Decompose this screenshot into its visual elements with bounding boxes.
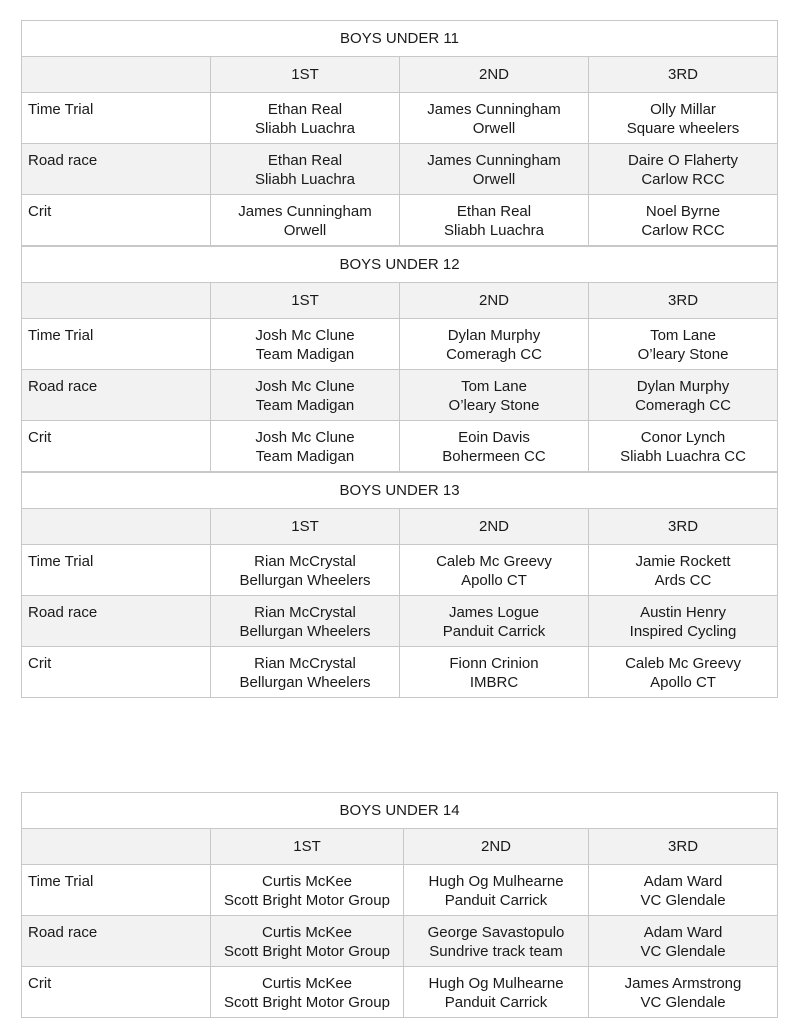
event-name: Time Trial <box>22 545 211 596</box>
header-event-blank <box>22 283 211 319</box>
third-place-cell <box>589 647 778 698</box>
event-name: Road race <box>22 144 211 195</box>
rider-team: VC Glendale <box>640 892 726 909</box>
rider-team: Team Madigan <box>255 397 355 414</box>
first-place-cell <box>211 596 400 647</box>
rider-name: Hugh Og Mulhearne <box>428 975 564 992</box>
header-second-place: 2ND <box>400 509 589 545</box>
table-title-row <box>22 247 778 283</box>
event-name: Time Trial <box>22 319 211 370</box>
second-place-cell <box>404 865 589 916</box>
first-place-cell <box>211 195 400 246</box>
first-place-cell <box>211 421 400 472</box>
header-event-blank <box>22 509 211 545</box>
header-second-place: 2ND <box>400 283 589 319</box>
rider-team: Ards CC <box>654 572 712 589</box>
rider-team: Carlow RCC <box>641 222 725 239</box>
rider-name: James Cunningham <box>427 152 561 169</box>
first-place-cell <box>211 916 404 967</box>
rider-team: Carlow RCC <box>641 171 725 188</box>
rider-team: Orwell <box>472 171 516 188</box>
rider-team: VC Glendale <box>640 994 726 1011</box>
results-table-u12 <box>21 246 778 472</box>
rider-name: Austin Henry <box>640 604 726 621</box>
second-place-cell <box>400 319 589 370</box>
second-place-cell <box>400 93 589 144</box>
rider-team: O’leary Stone <box>448 397 540 414</box>
table-row <box>22 421 778 472</box>
rider-name: Hugh Og Mulhearne <box>428 873 564 890</box>
event-name: Crit <box>22 195 211 246</box>
first-place-cell <box>211 144 400 195</box>
first-place-cell <box>211 93 400 144</box>
table-row <box>22 319 778 370</box>
event-name: Time Trial <box>22 93 211 144</box>
rider-team: Bellurgan Wheelers <box>239 572 371 589</box>
event-name: Crit <box>22 647 211 698</box>
rider-name: Josh Mc Clune <box>255 378 355 395</box>
rider-team: Bohermeen CC <box>442 448 546 465</box>
rider-name: Conor Lynch <box>640 429 726 446</box>
second-place-cell <box>404 967 589 1018</box>
rider-team: Apollo CT <box>461 572 527 589</box>
third-place-cell <box>589 865 778 916</box>
rider-team: Orwell <box>283 222 327 239</box>
rider-team: Sliabh Luachra CC <box>620 448 746 465</box>
table-row <box>22 195 778 246</box>
rider-team: Scott Bright Motor Group <box>224 943 390 960</box>
first-place-cell <box>211 967 404 1018</box>
rider-name: Josh Mc Clune <box>255 429 355 446</box>
second-place-cell <box>400 144 589 195</box>
rider-team: Team Madigan <box>255 346 355 363</box>
header-event-blank <box>22 57 211 93</box>
rider-team: Sliabh Luachra <box>254 120 356 137</box>
third-place-cell <box>589 195 778 246</box>
rider-team: Apollo CT <box>650 674 716 691</box>
table-row <box>22 545 778 596</box>
second-place-cell <box>404 916 589 967</box>
rider-team: Sliabh Luachra <box>254 171 356 188</box>
rider-name: Noel Byrne <box>645 203 721 220</box>
event-name: Road race <box>22 916 211 967</box>
rider-name: Adam Ward <box>643 873 723 890</box>
rider-team: Bellurgan Wheelers <box>239 674 371 691</box>
rider-name: Curtis McKee <box>261 975 353 992</box>
rider-name: Eoin Davis <box>458 429 530 446</box>
header-first-place: 1ST <box>211 829 404 865</box>
header-second-place: 2ND <box>404 829 589 865</box>
event-name: Road race <box>22 596 211 647</box>
rider-team: VC Glendale <box>640 943 726 960</box>
rider-team: Comeragh CC <box>446 346 542 363</box>
rider-team: IMBRC <box>469 674 519 691</box>
table-row <box>22 144 778 195</box>
third-place-cell <box>589 93 778 144</box>
rider-name: Rian McCrystal <box>254 655 356 672</box>
rider-team: Team Madigan <box>255 448 355 465</box>
third-place-cell <box>589 967 778 1018</box>
table-title-row <box>22 793 778 829</box>
first-place-cell <box>211 865 404 916</box>
rider-team: Scott Bright Motor Group <box>224 994 390 1011</box>
table-row <box>22 370 778 421</box>
rider-name: Josh Mc Clune <box>255 327 355 344</box>
rider-name: Rian McCrystal <box>254 604 356 621</box>
second-place-cell <box>400 421 589 472</box>
first-place-cell <box>211 545 400 596</box>
rider-name: Dylan Murphy <box>447 327 541 344</box>
rider-team: Scott Bright Motor Group <box>224 892 390 909</box>
table-header-row <box>22 829 778 865</box>
table-row <box>22 916 778 967</box>
rider-team: Sliabh Luachra <box>443 222 545 239</box>
event-name: Road race <box>22 370 211 421</box>
rider-name: James Cunningham <box>238 203 372 220</box>
rider-name: James Cunningham <box>427 101 561 118</box>
header-third-place: 3RD <box>589 509 778 545</box>
rider-name: Rian McCrystal <box>254 553 356 570</box>
rider-team: Panduit Carrick <box>444 892 548 909</box>
third-place-cell <box>589 421 778 472</box>
first-place-cell <box>211 370 400 421</box>
third-place-cell <box>589 596 778 647</box>
table-row <box>22 93 778 144</box>
rider-name: Olly Millar <box>650 101 716 118</box>
header-first-place: 1ST <box>211 509 400 545</box>
rider-name: Adam Ward <box>643 924 723 941</box>
rider-name: Caleb Mc Greevy <box>436 553 552 570</box>
rider-name: Tom Lane <box>650 327 716 344</box>
rider-team: Panduit Carrick <box>444 994 548 1011</box>
table-row <box>22 596 778 647</box>
results-table-u11 <box>21 20 778 246</box>
header-third-place: 3RD <box>589 829 778 865</box>
rider-name: Ethan Real <box>456 203 532 220</box>
table-row <box>22 865 778 916</box>
rider-team: O’leary Stone <box>637 346 729 363</box>
table-title: BOYS UNDER 13 <box>22 473 778 509</box>
table-row <box>22 967 778 1018</box>
table-header-row <box>22 283 778 319</box>
second-place-cell <box>400 195 589 246</box>
table-header-row <box>22 57 778 93</box>
header-first-place: 1ST <box>211 283 400 319</box>
third-place-cell <box>589 144 778 195</box>
rider-team: Bellurgan Wheelers <box>239 623 371 640</box>
table-title-row <box>22 21 778 57</box>
results-table-u13 <box>21 472 778 698</box>
rider-team: Orwell <box>472 120 516 137</box>
table-header-row <box>22 509 778 545</box>
table-title: BOYS UNDER 14 <box>22 793 778 829</box>
rider-team: Sundrive track team <box>429 943 563 960</box>
header-first-place: 1ST <box>211 57 400 93</box>
third-place-cell <box>589 916 778 967</box>
table-title-row <box>22 473 778 509</box>
second-place-cell <box>400 596 589 647</box>
results-table-u14 <box>21 792 778 1018</box>
third-place-cell <box>589 319 778 370</box>
second-place-cell <box>400 545 589 596</box>
header-third-place: 3RD <box>589 283 778 319</box>
rider-name: Ethan Real <box>267 101 343 118</box>
rider-name: Daire O Flaherty <box>627 152 739 169</box>
rider-name: Fionn Crinion <box>449 655 539 672</box>
event-name: Time Trial <box>22 865 211 916</box>
rider-team: Comeragh CC <box>635 397 731 414</box>
rider-name: James Logue <box>448 604 540 621</box>
rider-team: Panduit Carrick <box>442 623 546 640</box>
rider-name: Caleb Mc Greevy <box>625 655 741 672</box>
third-place-cell <box>589 370 778 421</box>
table-title: BOYS UNDER 12 <box>22 247 778 283</box>
rider-team: Inspired Cycling <box>629 623 737 640</box>
rider-name: Ethan Real <box>267 152 343 169</box>
second-place-cell <box>400 370 589 421</box>
rider-name: Curtis McKee <box>261 924 353 941</box>
third-place-cell <box>589 545 778 596</box>
rider-name: Dylan Murphy <box>636 378 730 395</box>
table-row <box>22 647 778 698</box>
event-name: Crit <box>22 421 211 472</box>
first-place-cell <box>211 647 400 698</box>
table-title: BOYS UNDER 11 <box>22 21 778 57</box>
header-third-place: 3RD <box>589 57 778 93</box>
event-name: Crit <box>22 967 211 1018</box>
header-second-place: 2ND <box>400 57 589 93</box>
rider-name: Tom Lane <box>461 378 527 395</box>
rider-team: Square wheelers <box>626 120 740 137</box>
second-place-cell <box>400 647 589 698</box>
first-place-cell <box>211 319 400 370</box>
rider-name: George Savastopulo <box>427 924 565 941</box>
header-event-blank <box>22 829 211 865</box>
rider-name: James Armstrong <box>624 975 742 992</box>
rider-name: Curtis McKee <box>261 873 353 890</box>
rider-name: Jamie Rockett <box>635 553 731 570</box>
